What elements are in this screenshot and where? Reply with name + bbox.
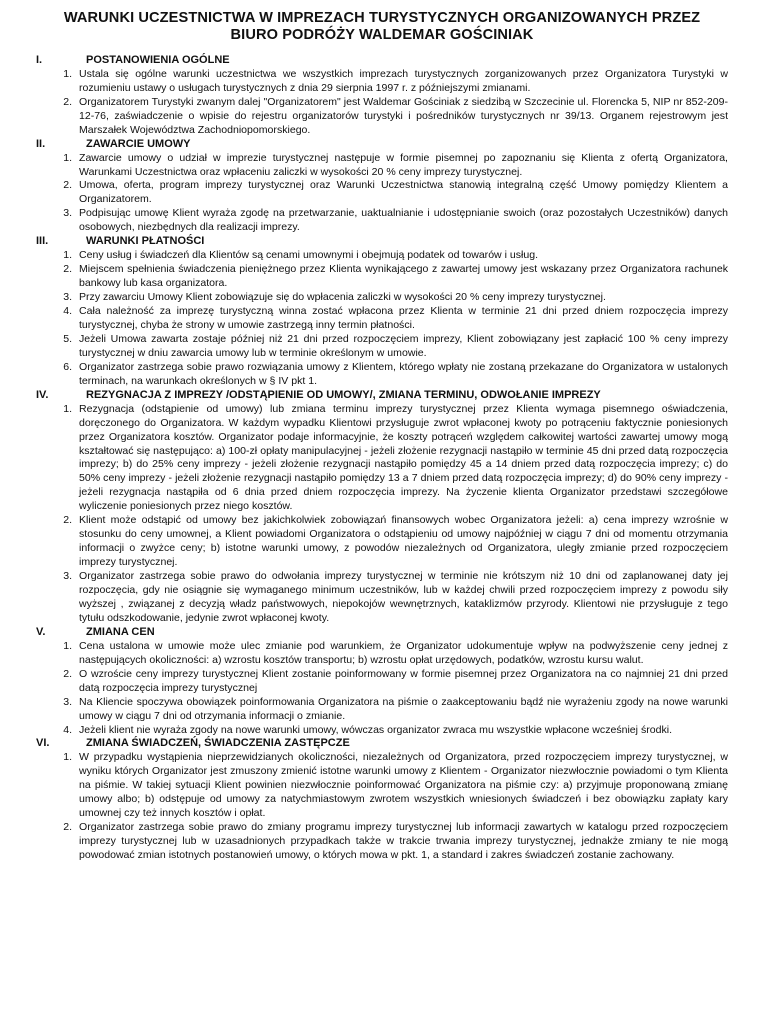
section-title: WARUNKI PŁATNOŚCI (86, 235, 205, 248)
clause-number: 2. (63, 95, 72, 108)
clause-number: 1. (63, 639, 72, 652)
clause-item (36, 96, 728, 138)
section-title: ZMIANA CEN (86, 625, 155, 638)
section (36, 737, 728, 863)
clause-text: Rezygnacja (odstąpienie od umowy) lub zmiana terminu imprezy turystycznej przez Klienta wymaga pisemnego oświadczenia, doręczonego do Organizatora. W każdym wypadku Klientowi przysługuje zwrot wpłaconej kwoty po potrąceniu faktycznie poniesionych przez Organizatora kosztów. Organizator podaje informacyjnie, że koszty potrąceń względem całkowitej wartości zawartej umowy mogą kształtować się następująco: a) 100-zł opłaty manipulacyjnej - jeżeli złożenie rezygnacji nastąpiło w terminie 45 dni przed datą rozpoczęcia imprezy; b) do 25% ceny imprezy - jeżeli złożenie rezygnacji nastąpiło pomiędzy 45 a 14 dniem przed datą rozpoczęcia imprezy; c) do 50% ceny imprezy - jeżeli złożenie rezygnacji nastąpiło pomiędzy 13 a 7 dniem przed datą rozpoczęcia imprezy; d) do 90% ceny imprezy - jeżeli rezygnacja nastąpiła od 6 dnia przed dniem rozpoczęcia imprezy. Na życzenie klienta Organizator przedstawi szczegółowe wyliczenie poniesionych przez niego kosztów. (79, 402, 728, 513)
section-number: VI. (36, 737, 50, 750)
section (36, 54, 728, 138)
clause-number: 1. (63, 751, 72, 764)
clause-number: 1. (63, 67, 72, 80)
clause-number: 2. (63, 263, 72, 276)
clause-text: Organizator zastrzega sobie prawo do odwołania imprezy turystycznej w terminie nie krótszym niż 10 dni od zaplanowanej daty jej rozpoczęcia, gdy nie osiągnie się wymaganego minimum uczestników, lub w każdej chwili przed rozpoczęciem imprezy z powodu siły wyższej , związanej z decyzją władz państwowych, niepokojów wewnętrznych, kataklizmów przyrody. Klientowi nie przysługuje z tego tytułu odszkodowanie, jedynie zwrot wpłaconej kwoty. (79, 570, 728, 624)
section-heading (36, 54, 728, 68)
clause-number: 3. (63, 207, 72, 220)
clause-item (36, 263, 728, 291)
clause-text: Organizator zastrzega sobie prawo do zmiany programu imprezy turystycznej lub informacji zawartych w katalogu przed rozpoczęciem imprezy turystycznej lub w uzasadnionych przypadkach także w trakcie trwania imprezy turystycznej, jednakże zmiany te nie mogą powodować zmian istotnych postanowień umowy, o których mowa w pkt. 1, a standard i zakres świadczeń zostanie zachowany. (79, 821, 728, 862)
section (36, 235, 728, 388)
section-heading (36, 235, 728, 249)
section-title: REZYGNACJA Z IMPREZY /ODSTĄPIENIE OD UMOWY/, ZMIANA TERMINU, ODWOŁANIE IMPREZY (86, 388, 601, 401)
clause-number: 3. (63, 695, 72, 708)
clause-text: Podpisując umowę Klient wyraża zgodę na przetwarzanie, uaktualnianie i udostępnianie swoich (oraz pozostałych Uczestników) danych osobowych, niezbędnych dla realizacji imprezy. (79, 207, 728, 234)
clause-text: Cała należność za imprezę turystyczną winna zostać wpłacona przez Klienta w terminie 21 dni przed dniem rozpoczęcia imprezy turystycznej, chyba że strony w umowie zastrzegą inny termin płatności. (79, 305, 728, 331)
section-title: ZMIANA ŚWIADCZEŃ, ŚWIADCZENIA ZASTĘPCZE (86, 737, 350, 750)
clause-item (36, 514, 728, 570)
clause-text: Organizator zastrzega sobie prawo rozwiązania umowy z Klientem, którego wpłaty nie zostaną przekazane do Organizatora w ustalonych terminach, na warunkach określonych w § IV pkt 1. (79, 360, 728, 387)
section-heading (36, 737, 728, 751)
clause-item (36, 724, 728, 738)
clause-text: Ustala się ogólne warunki uczestnictwa we wszystkich imprezach turystycznych zorganizowanych przez Organizatora Turystyki w rozumieniu ustawy o usługach turystycznych z dnia 29 sierpnia 1997 r. z późniejszymi zmianami. (79, 67, 728, 94)
section-number: I. (36, 54, 43, 66)
section-heading (36, 626, 728, 640)
clause-text: W przypadku wystąpienia nieprzewidzianych okoliczności, niezależnych od Organizatora, przed rozpoczęciem imprezy turystycznej, w wyniku których Organizator jest zmuszony zmienić istotne warunki umowy z Klientem - Organizator niezwłocznie powiadomi o tym Klienta na piśmie. W takiej sytuacji Klient powinien niezwłocznie poinformować Organizatora na piśmie czy: a) przyjmuje proponowaną zmianę umowy albo; b) odstępuje od umowy za natychmiastowym zwrotem wszystkich wniesionych świadczeń i bez obowiązku zapłaty kary umownej czy też innych kosztów i opłat. (79, 751, 728, 820)
clause-number: 4. (63, 723, 72, 736)
clause-number: 2. (63, 514, 72, 527)
clause-text: Cena ustalona w umowie może ulec zmianie pod warunkiem, że Organizator udokumentuje wpływ na podwyższenie ceny jednej z następujących okoliczności: a) wzrostu kosztów transportu; b) wzrostu opłat urzędowych, podatków, wzrostu kursu walut. (79, 639, 728, 666)
section (36, 626, 728, 738)
clause-item (36, 305, 728, 333)
clause-item (36, 668, 728, 696)
clause-number: 6. (63, 360, 72, 373)
section-title: POSTANOWIENIA OGÓLNE (86, 54, 230, 66)
clause-list (36, 403, 728, 626)
clause-item (36, 291, 728, 305)
section-heading (36, 138, 728, 152)
section-number: II. (36, 137, 46, 150)
clause-number: 4. (63, 305, 72, 318)
document-title (36, 10, 728, 44)
clause-text: Miejscem spełnienia świadczenia pieniężnego przez Klienta wynikającego z zawartej umowy jest wskazany przez Organizatora rachunek bankowy lub kasa organizatora. (79, 263, 728, 290)
clause-text: Jeżeli Umowa zawarta zostaje później niż 21 dni przed rozpoczęciem imprezy, Klient zobowiązany jest zapłacić 100 % ceny imprezy turystycznej w dniu zawarcia umowy lub w terminie określonym w umowie. (79, 332, 728, 359)
section-number: IV. (36, 388, 49, 401)
clause-item (36, 570, 728, 626)
section (36, 138, 728, 236)
clause-number: 2. (63, 667, 72, 680)
section-title: ZAWARCIE UMOWY (86, 137, 191, 150)
document-title-line-2: BIURO PODRÓŻY WALDEMAR GOŚCINIAK (230, 27, 534, 43)
section (36, 389, 728, 626)
clause-text: Organizatorem Turystyki zwanym dalej "Organizatorem" jest Waldemar Gościniak z siedzibą w Szczecinie ul. Florencka 5, NIP nr 852-209-12-76, zaświadczenie o wpisie do rejestru organizatorów turystyki i pośredników turystycznych nr 39/13. Organem rejestrowym jest Marszałek Województwa Zachodniopomorskiego. (79, 95, 728, 136)
clause-number: 1. (63, 402, 72, 415)
clause-list (36, 68, 728, 138)
section-number: V. (36, 625, 46, 638)
clause-list (36, 751, 728, 863)
clause-text: Na Kliencie spoczywa obowiązek poinformowania Organizatora na piśmie o zaakceptowaniu bądź nie wyrażeniu zgody na nowe warunki umowy w ciągu 7 dni od otrzymania informacji o zmianie. (79, 695, 728, 722)
clause-text: Klient może odstąpić od umowy bez jakichkolwiek zobowiązań finansowych wobec Organizatora jeżeli: a) cena imprezy wzrośnie w stosunku do ceny umownej, a Klient powiadomi Organizatora o odstąpieniu od umowy najpóźniej w ciągu 7 dni od momentu otrzymania informacji o zwyżce ceny; b) istotne warunki umowy, z powodów niezależnych od Organizatora, uległy zmianie przed rozpoczęciem imprezy turystycznej. (79, 514, 728, 569)
clause-item (36, 361, 728, 389)
clause-list (36, 640, 728, 738)
clause-text: Przy zawarciu Umowy Klient zobowiązuje się do wpłacenia zaliczki w wysokości 20 % ceny imprezy turystycznej. (79, 291, 606, 304)
section-number: III. (36, 235, 49, 248)
clause-text: O wzroście ceny imprezy turystycznej Klient zostanie poinformowany w formie pisemnej przez Organizatora na co najmniej 21 dni przed datą rozpoczęcia imprezy turystycznej (79, 667, 728, 694)
clause-item (36, 207, 728, 235)
clause-text: Ceny usług i świadczeń dla Klientów są cenami umownymi i obejmują podatek od towarów i usług. (79, 249, 539, 262)
clause-item (36, 152, 728, 180)
clause-text: Zawarcie umowy o udział w imprezie turystycznej następuje w formie pisemnej po zapoznaniu się Klienta z ofertą Organizatora, Warunkami Uczestnictwa oraz wpłaceniu zaliczki w wysokości 20 % ceny imprezy turystycznej. (79, 151, 728, 178)
clause-list (36, 249, 728, 389)
clause-number: 5. (63, 332, 72, 345)
clause-number: 2. (63, 179, 72, 192)
clause-text: Umowa, oferta, program imprezy turystycznej oraz Warunki Uczestnictwa stanowią integralną część Umowy pomiędzy Klientem a Organizatorem. (79, 179, 728, 206)
clause-item (36, 640, 728, 668)
clause-item (36, 403, 728, 515)
section-heading (36, 389, 728, 403)
clause-item (36, 333, 728, 361)
clause-number: 1. (63, 249, 72, 262)
clause-item (36, 751, 728, 821)
clause-list (36, 152, 728, 236)
clause-item (36, 696, 728, 724)
sections-container (36, 54, 728, 863)
clause-item (36, 68, 728, 96)
clause-number: 1. (63, 151, 72, 164)
clause-item (36, 249, 728, 263)
clause-item (36, 821, 728, 863)
clause-item (36, 179, 728, 207)
clause-number: 3. (63, 570, 72, 583)
clause-number: 3. (63, 291, 72, 304)
clause-number: 2. (63, 821, 72, 834)
document-title-line-1: WARUNKI UCZESTNICTWA W IMPREZACH TURYSTYCZNYCH ORGANIZOWANYCH PRZEZ (63, 10, 701, 26)
clause-text: Jeżeli klient nie wyraża zgody na nowe warunki umowy, wówczas organizator zwraca mu wszystkie wpłacone wcześniej środki. (79, 723, 673, 736)
